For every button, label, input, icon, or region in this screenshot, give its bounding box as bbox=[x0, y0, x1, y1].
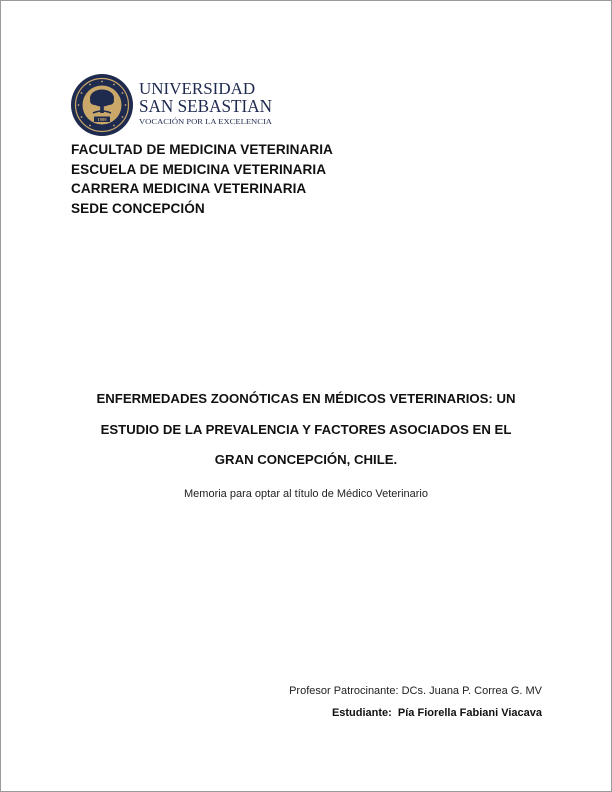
campus-line: SEDE CONCEPCIÓN bbox=[71, 200, 205, 216]
faculty-block bbox=[71, 140, 333, 218]
thesis-subtitle: Memoria para optar al título de Médico Veterinario bbox=[184, 488, 428, 500]
title-line: ENFERMEDADES ZOONÓTICAS EN MÉDICOS VETERINARIOS: UN bbox=[96, 391, 516, 406]
student-label: Estudiante: bbox=[331, 707, 392, 719]
title-line: ESTUDIO DE LA PREVALENCIA Y FACTORES ASOCIADOS EN EL bbox=[100, 421, 512, 437]
logo-tagline: VOCACIÓN POR LA EXCELENCIA bbox=[139, 118, 272, 126]
student-line bbox=[332, 706, 542, 720]
faculty-line: FACULTAD DE MEDICINA VETERINARIA bbox=[71, 142, 333, 157]
title-line: GRAN CONCEPCIÓN, CHILE. bbox=[214, 452, 398, 467]
school-line: ESCUELA DE MEDICINA VETERINARIA bbox=[71, 161, 327, 177]
student-name: Pía Fiorella Fabiani Viacava bbox=[397, 707, 542, 719]
logo-line1: UNIVERSIDAD bbox=[139, 79, 256, 98]
sponsor-professor: Profesor Patrocinante: DCs. Juana P. Correa G. MV bbox=[289, 685, 542, 697]
university-logo bbox=[71, 72, 276, 138]
logo-line2: SAN SEBASTIAN bbox=[139, 96, 273, 116]
logo-graphic bbox=[71, 72, 276, 138]
thesis-title bbox=[40, 384, 572, 476]
career-line: CARRERA MEDICINA VETERINARIA bbox=[71, 181, 307, 196]
seal-year: 1989 bbox=[97, 116, 107, 122]
tree-seal-icon bbox=[71, 74, 133, 136]
